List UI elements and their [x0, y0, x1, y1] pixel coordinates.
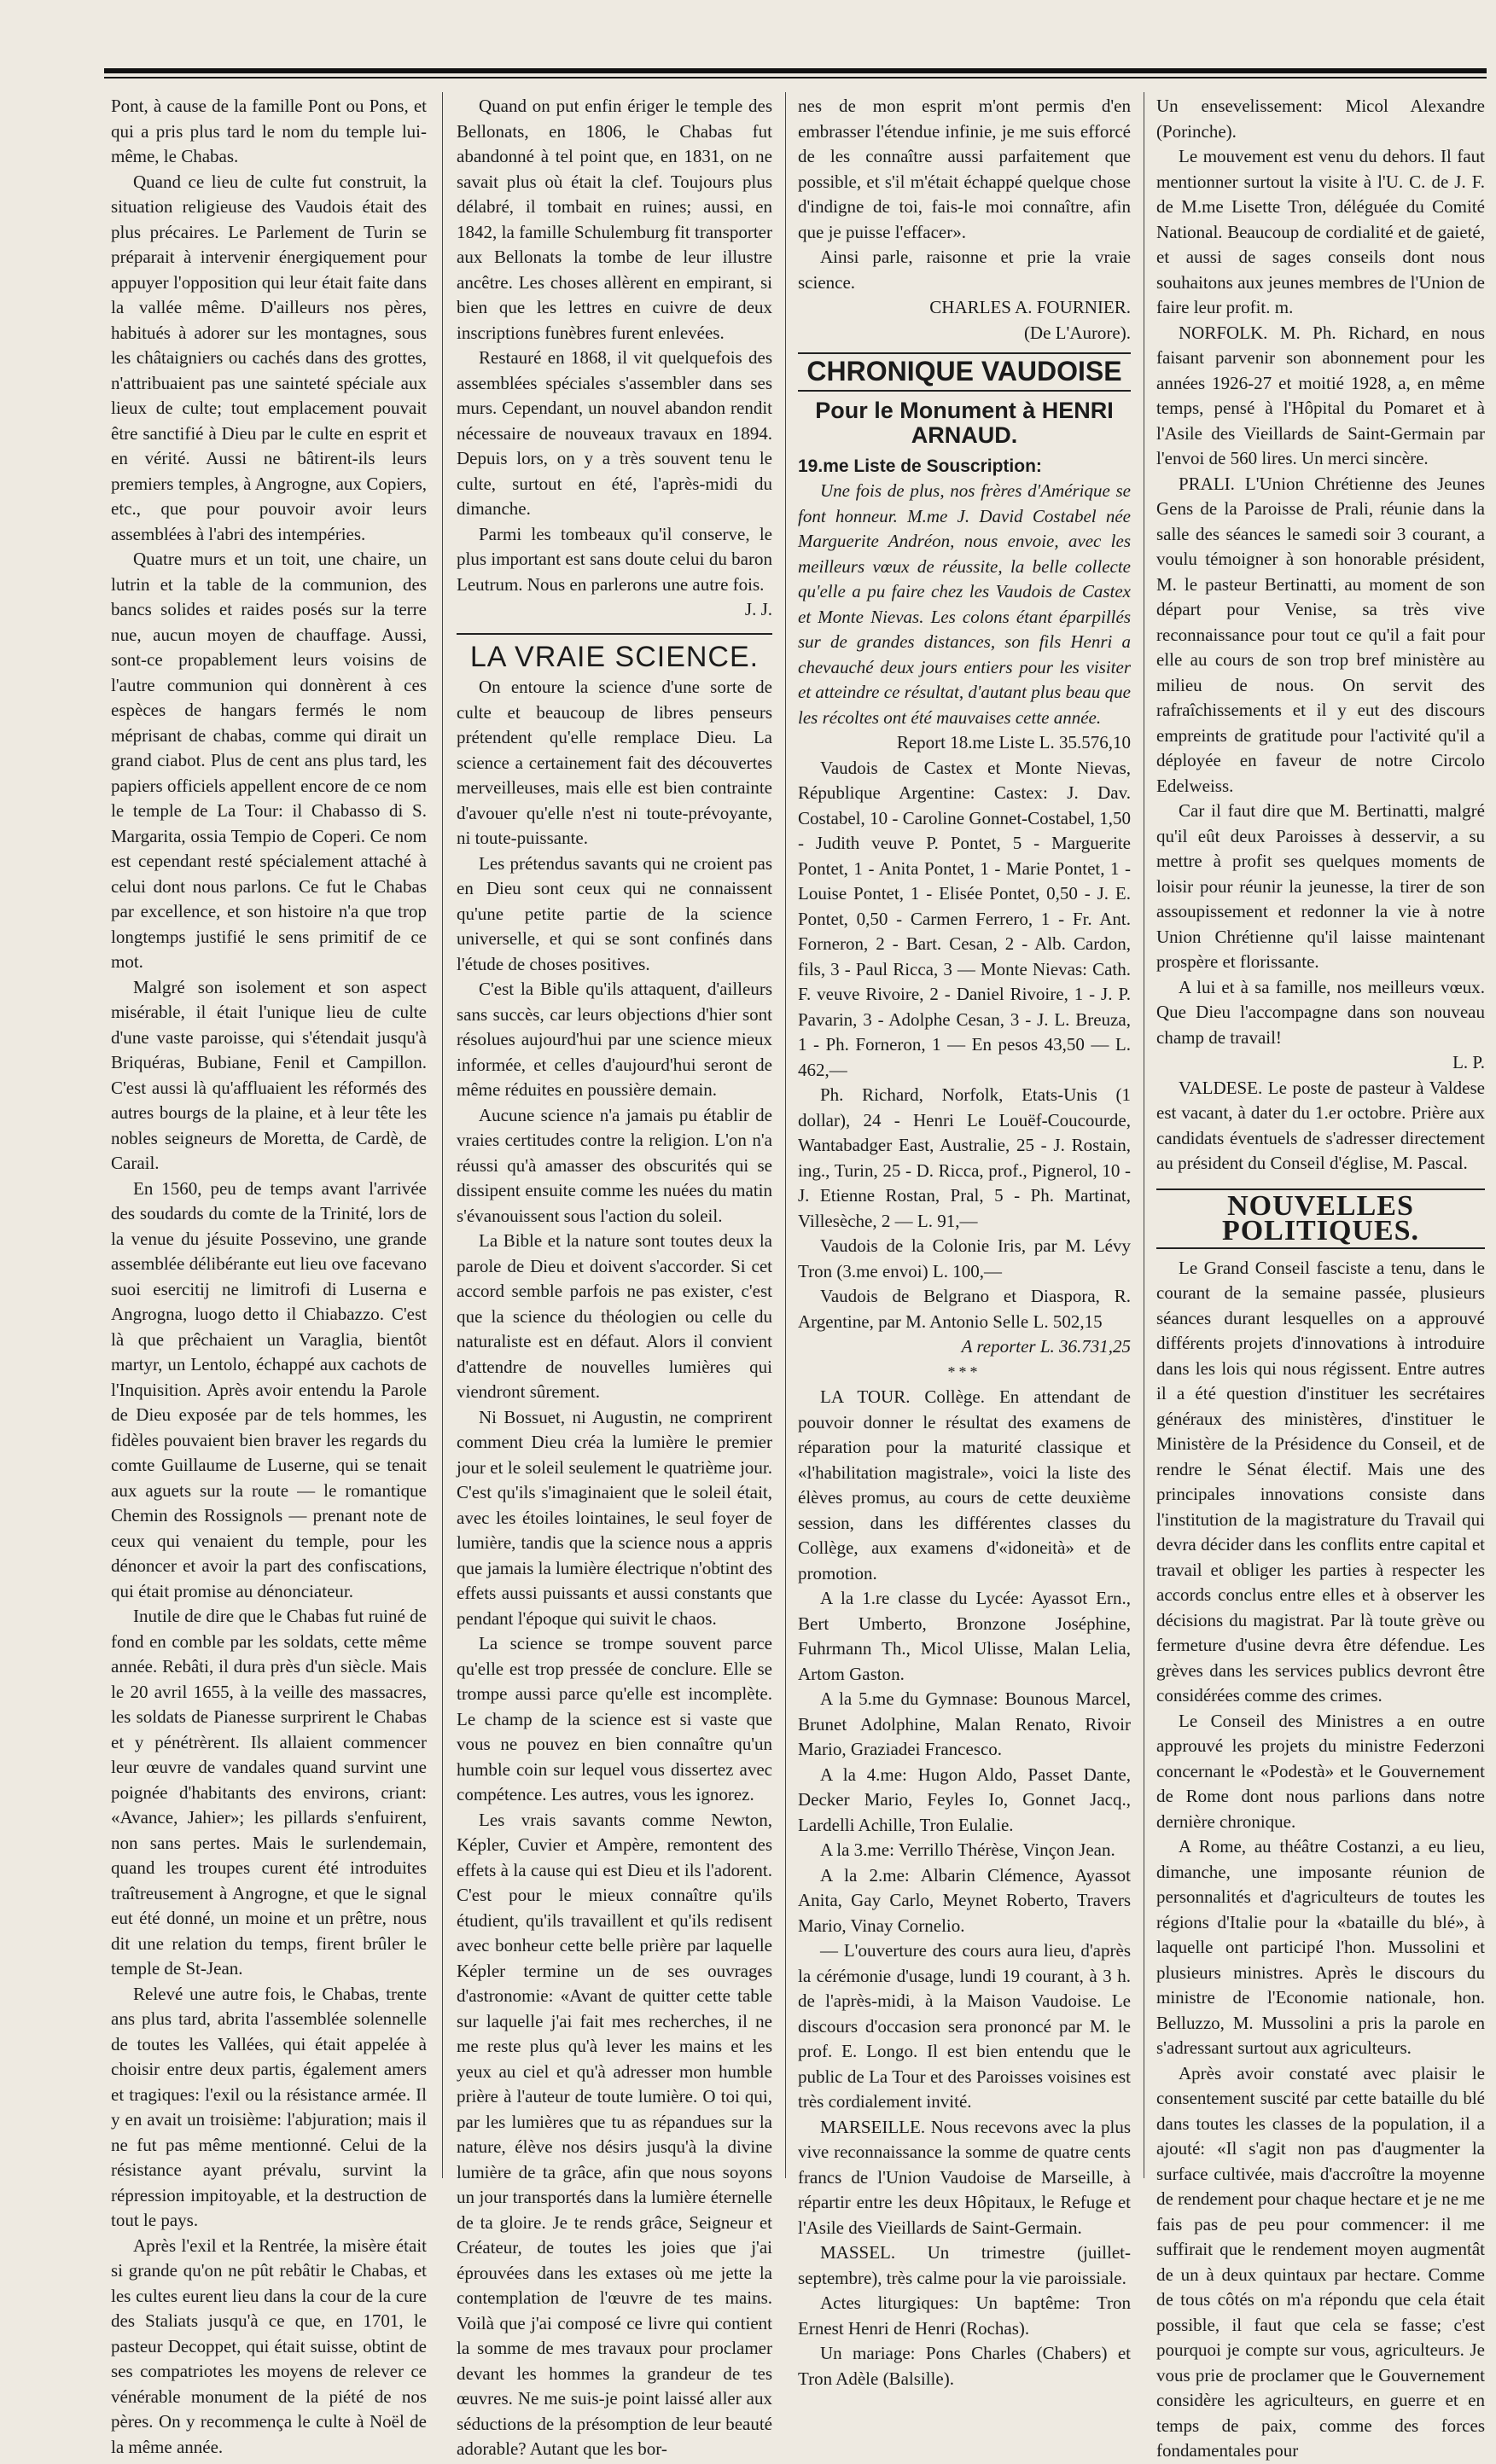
paragraph: Quand ce lieu de culte fut construit, la situation religieuse des Vaudois était des plus précaires. Le Parlement de Turin se préparait à intervenir énergiquement pour appuyer l'opposition qui leur était faite dans la vallée même. D'ailleurs nos pères, habitués à adorer sur les montagnes, sous les châtaigniers ou cachés dans des grottes, n'attribuaient pas une sainteté spéciale aux lieux de culte; tout emplacement pouvait être sanctifié à Dieu par le culte en esprit et en vérité. Aussi ne bâtirent-ils leurs premiers temples, à Angrogne, aux Copiers, etc., que pour pouvoir avoir leurs assemblées à l'abri des intempéries. — [111, 171, 427, 544]
paragraph: A la 2.me: Albarin Clémence, Ayassot Anita, Gay Carlo, Meynet Roberto, Travers Mario, Vinay Cornelio. — [798, 1864, 1131, 1936]
paragraph: Le Grand Conseil fasciste a tenu, dans le courant de la semaine passée, plusieurs séances durant lesquelles on a approuvé différents projets d'innovations à introduire dans les lois qui nous régissent. Entre autres il a été question d'instituer les secrétaires généraux des ministères, d'instituer le Ministère de la Présidence du Conseil, et de rendre le Sénat électif. Mais une des principales innovations consiste dans l'institution de la magistrature du Travail qui devra décider dans les conflits entre capital et travail et obliger les parties à respecter les accords conclus entre elles et à observer les décisions du magistrat. Par là toute grève ou fermeture d'usine devra être défendue. Les grèves dans les services publics devront être considérées comme des crimes. — [1156, 1257, 1485, 1706]
paragraph: A Rome, au théâtre Costanzi, a eu lieu, dimanche, une imposante réunion de personnalités et d'agriculteurs de toutes les régions d'Italie pour la «bataille du blé», à laquelle ont participé l'hon. Mussolini et plusieurs ministres. Après le discours du ministre de l'Economie nationale, hon. Belluzzo, M. Mussolini a pris la parole en s'adressant surtout aux agriculteurs. — [1156, 1836, 1485, 2058]
subscription-title: 19.me Liste de Souscription: — [798, 456, 1042, 476]
paragraph: Car il faut dire que M. Bertinatti, malgré qu'il eût deux Paroisses à desservir, a su mettre à profit ses quelques moments de loisir pour réunir la jeunesse, la tirer de son assoupissement et redonner la vie à notre Union Chrétienne qu'il laisse maintenant prospère et florissante. — [1156, 800, 1485, 972]
list-item: Vaudois de Belgrano et Diaspora, R. Argentine, par M. Antonio Selle L. 502,15 — [798, 1286, 1131, 1332]
paragraph: A la 4.me: Hugon Aldo, Passet Dante, Decker Mario, Feyles Io, Gonnet Jacq., Lardelli Achille, Tron Eulalie. — [798, 1764, 1131, 1835]
paragraph: — L'ouverture des cours aura lieu, d'après la cérémonie d'usage, lundi 19 courant, à 3 h. de l'après-midi, à la Maison Vaudoise. Le discours d'occasion sera prononcé par M. le prof. E. Longo. Il est bien entendu que le public de La Tour et des Paroisses voisines est très cordialement invité. — [798, 1940, 1131, 2112]
paragraph: La science se trompe souvent parce qu'elle est trop pressée de conclure. Elle se trompe aussi parce qu'elle est incomplète. Le champ de la science est si vaste que vous ne pouvez en bien connaître qu'un humble coin sur lequel vous dissertez avec compétence. Les autres, vous les ignorez. — [457, 1633, 772, 1804]
list-item: Vaudois de Castex et Monte Nievas, République Argentine: Castex: J. Dav. Costabel, 10 - Caroline Gonnet-Costabel, 1,50 - Judith veuve P. Pontet, 5 - Marguerite Pontet, 1 - Anita Pontet, 1 - Marie Pontet, 1 - Louise Pontet, 1 - Elisée Pontet, 0,50 - J. E. Pontet, 0,50 - Carmen Ferrero, 1 - Fr. Ant. Forneron, 2 - Bart. Cesan, 2 - Alb. Cardon, fils, 3 - Paul Ricca, 3 — Monte Nievas: Cath. F. veuve Rivoire, 2 - Daniel Rivoire, 1 - J. P. Pavarin, 3 - Adolphe Cesan, 3 - J. L. Breuza, 1 - Ph. Forneron, 1 — En pesos 43,50 — L. 462,— — [798, 757, 1131, 1080]
paragraph: Malgré son isolement et son aspect misérable, il était l'unique lieu de culte d'une vaste paroisse, qui s'étendait jusqu'à Briquéras, Bubiane, Fenil et Campillon. C'est aussi là qu'affluaient les réformés des autres bourgs de la plaine, et à leur tête les nobles seigneurs de Moretta, de Cardè, de Carail. — [111, 976, 427, 1173]
a-reporter-line: A reporter L. 36.731,25 — [961, 1336, 1131, 1357]
paragraph: On entoure la science d'une sorte de culte et beaucoup de libres penseurs prétendent qu'elle remplace Dieu. La science a certainement fait des découvertes merveilleuses, mais elle est bien contrainte d'avouer qu'elle n'est ni toute-prévoyante, ni toute-puissante. — [457, 677, 772, 848]
paragraph: C'est la Bible qu'ils attaquent, d'ailleurs sans succès, car leurs objections d'hier sont résolues aujourd'hui par une science mieux informée, et celles d'aujourd'hui seront de même réduites en poussière demain. — [457, 979, 772, 1100]
paragraph: A la 5.me du Gymnase: Bounous Marcel, Brunet Adolphine, Malan Renato, Rivoir Mario, Graziadei Francesco. — [798, 1688, 1131, 1759]
paragraph: NORFOLK. M. Ph. Richard, en nous faisant parvenir son abonnement pour les années 1926-27 et moitié 1928, a, en même temps, pensé à l'Hôpital du Pomaret et à l'Asile des Vieillards de Saint-Germain par l'envoi de 560 lires. Un merci sincère. — [1156, 322, 1485, 468]
paragraph: PRALI. L'Union Chrétienne des Jeunes Gens de la Paroisse de Prali, réunie dans la salle des séances le samedi soir 3 courant, a voulu témoigner à son honorable président, M. le pasteur Bertinatti, au moment de son départ pour Venise, sa très vive reconnaissance pour tout ce qu'il a fait pour elle au cours de son trop bref ministère au milieu de nous. On servit des rafraîchissements et il y eut des discours empreints de gratitude pour l'activité qu'il a déployée en faveur de notre Circolo Edelweiss. — [1156, 473, 1485, 796]
paragraph: nes de mon esprit m'ont permis d'en embrasser l'étendue infinie, je me suis efforcé de les connaître aussi parfaitement que possible, et s'il m'était échappé quelque chose d'indigne de toi, fais-le moi connaître, afin que je puisse l'effacer». — [798, 96, 1131, 242]
paragraph: Un ensevelissement: Micol Alexandre (Porinche). — [1156, 96, 1485, 142]
section-title: CHRONIQUE VAUDOISE — [798, 352, 1131, 392]
report-line: Report 18.me Liste L. 35.576,10 — [896, 732, 1131, 753]
section-title: NOUVELLES POLITIQUES. — [1156, 1188, 1485, 1249]
column-rule — [442, 92, 443, 2178]
separator: *** — [947, 1363, 981, 1380]
paragraph: Aucune science n'a jamais pu établir de vraies certitudes contre la religion. L'on n'a réussi qu'à amasser des obscurités qui se dissipent ensuite comme les nuées du matin s'évanouissent sous l'action du soleil. — [457, 1104, 772, 1226]
top-rule-thin — [104, 77, 1487, 78]
paragraph: Relevé une autre fois, le Chabas, trente ans plus tard, abrita l'assemblée solennelle de toutes les Vallées, qui était appelée à choisir entre deux partis, également amers et tragiques: l'exil ou la résistance armée. Il y en avait un troisième: l'abjuration; mais il ne fut pas même mentionné. Celui de la résistance ayant prévalu, survint la répression impitoyable, et la destruction de tout le pays. — [111, 1983, 427, 2230]
paragraph: A la 1.re classe du Lycée: Ayassot Ern., Bert Umberto, Bronzone Joséphine, Fuhrmann Th., Micol Ulisse, Malan Lelia, Artom Gaston. — [798, 1588, 1131, 1684]
signature: CHARLES A. FOURNIER. — [929, 297, 1131, 317]
paragraph: A la 3.me: Verrillo Thérèse, Vinçon Jean. — [820, 1839, 1115, 1860]
paragraph: Un mariage: Pons Charles (Chabers) et Tron Adèle (Balsille). — [798, 2343, 1131, 2389]
paragraph: Les vrais savants comme Newton, Képler, Cuvier et Ampère, remontent des effets à la cause qui est Dieu et ils l'adorent. C'est pour le mieux connaître qu'ils étudient, qu'ils travaillent et qu'ils redisent avec bonheur cette belle prière par laquelle Képler termine un de ses ouvrages d'astronomie: «Avant de quitter cette table sur laquelle j'ai fait mes recherches, il ne me reste plus qu'à lever les mains et les yeux au ciel et qu'à adresser mon humble prière à l'auteur de toute lumière. O toi qui, par les lumières que tu as répandues sur la nature, élève nos désirs jusqu'à la divine lumière de ta grâce, afin que nous soyons un jour transportés dans la lumière éternelle de ta gloire. Je te rends grâce, Seigneur et Créateur, de toutes les joies que j'ai éprouvées dans les extases où me jette la contemplation de l'œuvre de tes mains. Voilà que j'ai composé ce livre qui contient la somme de mes travaux pour proclamer devant les hommes la grandeur de tes œuvres. Ne me suis-je point laissé aller aux séductions de la présomption de leur beauté adorable? Autant que les bor- — [457, 1809, 772, 2459]
column-1 — [111, 94, 427, 2457]
paragraph: Le mouvement est venu du dehors. Il faut mentionner surtout la visite à l'U. C. de J. F. de M.me Lisette Tron, déléguée du Comité National. Beaucoup de cordialité et de gaieté, et aussi de sages conseils dont nous souhaitons aux jeunes membres de l'Union de faire leur profit. m. — [1156, 146, 1485, 317]
paragraph: La Bible et la nature sont toutes deux la parole de Dieu et doivent s'accorder. Si cet accord semble parfois ne pas exister, c'est que la science du théologien ou celle du naturaliste est en défaut. Alors il convient d'attendre de nouvelles lumières qui viendront sûrement. — [457, 1230, 772, 1402]
paragraph: Inutile de dire que le Chabas fut ruiné de fond en comble par les soldats, cette même année. Rebâti, il dura près d'un siècle. Mais le 20 avril 1655, à la veille des massacres, les soldats de Pianesse surprirent le Chabas et y pénétrèrent. Ils allaient commencer leur œuvre de vandales quand survint une poignée d'habitants des environs, criant: «Avance, Jahier»; les pillards s'enfuirent, non sans pertes. Mais le surlendemain, quand les troupes curent été introduites traîtreusement à Angrogne, et que le signal eut été donné, un moine et un prêtre, nous dit une relation du temps, firent brûler le temple de St-Jean. — [111, 1606, 427, 1979]
signature: L. P. — [1452, 1052, 1485, 1072]
paragraph: Après l'exil et la Rentrée, la misère était si grande qu'on ne pût rebâtir le Chabas, et les cultes eurent lieu dans la cour de la cure des Staliats jusqu'à ce que, en 1701, le pasteur Decoppet, qui était suisse, obtint de ses compatriotes les moyens de relever ce vénérable monument de la piété de nos pères. On y recommença le culte à Noël de la même année. — [111, 2234, 427, 2457]
list-item: Ph. Richard, Norfolk, Etats-Unis (1 dollar), 24 - Henri Le Louëf-Coucourde, Wantabadger East, Australie, 25 - J. Rostain, ing., Turin, 25 - D. Ricca, prof., Pignerol, 10 - J. Etienne Rostan, Pral, 5 - Ph. Martinat, Villesèche, 2 — L. 91,— — [798, 1084, 1131, 1231]
column-2 — [457, 94, 772, 2459]
list-item: Vaudois de la Colonie Iris, par M. Lévy Tron (3.me envoi) L. 100,— — [798, 1235, 1131, 1281]
paragraph: En 1560, peu de temps avant l'arrivée des soudards du comte de la Trinité, lors de la venue du jésuite Possevino, une grande assemblée délibérante eut lieu ove facevano suoi esercitij ne limitrofi di Luserna e Angrogna, luogo detto il Chiabazzo. C'est là que prêchaient un Varaglia, bientôt martyr, un Lentolo, échappé aux cachots de l'Inquisition. Après avoir entendu la Parole de Dieu exposée par de tels hommes, les fidèles pouvaient bien braver les regards du comte Guillaume de Luserne, qui se tenait aux aguets sur la route — le romantique Chemin des Rossignols — prenant note de ceux qui venaient du temple, pour les dénoncer et avoir la part des confiscations, qui était promise au dénonciateur. — [111, 1177, 427, 1601]
paragraph: Actes liturgiques: Un baptême: Tron Ernest Henri de Henri (Rochas). — [798, 2293, 1131, 2339]
paragraph: MARSEILLE. Nous recevons avec la plus vive reconnaissance la somme de quatre cents francs de l'Union Vaudoise de Marseille, à répartir entre les deux Hôpitaux, le Refuge et l'Asile des Vieillards de Saint-Germain. — [798, 2116, 1131, 2238]
monument-title: Pour le Monument à HENRI ARNAUD. — [815, 397, 1114, 448]
section-title: LA VRAIE SCIENCE. — [469, 640, 760, 673]
paragraph: Ainsi parle, raisonne et prie la vraie science. — [798, 247, 1131, 293]
paragraph: Ni Bossuet, ni Augustin, ne comprirent comment Dieu créa la lumière le premier jour et le soleil seulement le quatrième jour. C'est qu'ils s'imaginaient que le soleil était, avec les étoiles lointaines, le seul foyer de lumière, tandis que la science nous a appris que jamais la lumière électrique n'obtint des effets aussi puissants et aussi constants que pendant l'époque qui suivit le chaos. — [457, 1406, 772, 1629]
paragraph: Pont, à cause de la famille Pont ou Pons, et qui a pris plus tard le nom du temple lui-même, le Chabas. — [111, 96, 427, 166]
column-3 — [798, 94, 1131, 2389]
column-4 — [1156, 94, 1485, 2461]
paragraph: Quatre murs et un toit, une chaire, un lutrin et la table de la communion, des bancs solides et raides posés sur la terre nue, aucun moyen de chauffage. Aussi, sont-ce propablement leurs voisins de l'autre communion qui donnèrent à ces espèces de hangars fermés le nom méprisant de chabas, comme qui dirait un grand ciabot. Plus de cent ans plus tard, les papiers officiels appellent encore de ce nom le temple de La Tour: il Chabasso di S. Margarita, ossia Tempio de Coperi. Ce nom est cependant resté spécialement attaché à celui dont nous parlons. Ce fut le Chabas par excellence, et son histoire n'a que trop longtemps justifié le sens primitif de ce mot. — [111, 549, 427, 972]
paragraph: Les prétendus savants qui ne croient pas en Dieu sont ceux qui ne connaissent qu'une petite partie de la science universelle, et qui se sont confinés dans l'étude de choses positives. — [457, 852, 772, 974]
paragraph: A lui et à sa famille, nos meilleurs vœux. Que Dieu l'accompagne dans son nouveau champ de travail! — [1156, 976, 1485, 1048]
paragraph: MASSEL. Un trimestre (juillet-septembre), très calme pour la vie paroissiale. — [798, 2242, 1131, 2288]
paragraph: VALDESE. Le poste de pasteur à Valdese est vacant, à dater du 1.er octobre. Prière aux candidats éventuels de s'adresser directement au président du Conseil d'église, M. Pascal. — [1156, 1077, 1485, 1173]
intro: Une fois de plus, nos frères d'Amérique se font honneur. M.me J. David Costabel née Marguerite Andréon, nous envoie, avec les meilleurs vœux de réussite, la belle collecte qu'elle a pu faire chez les Vaudois de Castex et Monte Nievas. Les colons étant éparpillés sur de grandes distances, son fils Henri a chevauché deux jours entiers pour les visiter et atteindre ce résultat, d'autant plus beau que les récoltes ont été mauvaises cette année. — [798, 480, 1131, 728]
signature-source: (De L'Aurore). — [1023, 322, 1131, 343]
paragraph: Le Conseil des Ministres a en outre approuvé les projets du ministre Federzoni concernant le «Podestà» et le Gouvernement de Rome dont nous parlions dans notre dernière chronique. — [1156, 1710, 1485, 1832]
signature: J. J. — [744, 599, 772, 619]
paragraph: Quand on put enfin ériger le temple des Bellonats, en 1806, le Chabas fut abandonné à tel point que, en 1831, on ne savait plus où était la clef. Toujours plus délabré, il tombait en ruines; aussi, en 1842, la famille Schulemburg fit transporter aux Bellonats la tombe de leur illustre ancêtre. Les choses allèrent en empirant, si bien que les lettres en cuivre de deux inscriptions funèbres furent enlevées. — [457, 96, 772, 343]
top-rule — [104, 68, 1487, 73]
paragraph: Restauré en 1868, il vit quelquefois des assemblées spéciales s'assembler dans ses murs. Cependant, un nouvel abandon rendit nécessaire de nouveaux travaux en 1894. Depuis lors, on y a très souvent tenu le culte, surtout en été, l'après-midi du dimanche. — [457, 347, 772, 519]
paragraph: Parmi les tombeaux qu'il conserve, le plus important est sans doute celui du baron Leutrum. Nous en parlerons une autre fois. — [457, 523, 772, 595]
column-rule — [785, 92, 786, 2178]
divider — [457, 633, 772, 635]
paragraph: Après avoir constaté avec plaisir le consentement suscité par cette bataille du blé dans toutes les classes de la population, il a ajouté: «Il s'agit non pas d'augmenter la surface cultivée, mais d'accroître la moyenne de rendement pour chaque hectare et je ne me fais pas de peu pour commencer: il me suffirait que le rendement moyen augmentât de un à deux quintaux par hectare. Comme de tous côtés on m'a répondu que cela était possible, il faut que cela se fasse; c'est pourquoi je compte sur vous, agriculteurs. Je vous prie de proclamer que le Gouvernement considère les agriculteurs, en guerre et en temps de paix, comme des forces fondamentales pour — [1156, 2062, 1485, 2461]
paragraph: LA TOUR. Collège. En attendant de pouvoir donner le résultat des examens de réparation pour la maturité classique et «l'habilitation magistrale», voici la liste des élèves promus, au cours de cette deuxième session, dans les différentes classes du Collège, aux examens d'«idoneità» et de promotion. — [798, 1386, 1131, 1584]
